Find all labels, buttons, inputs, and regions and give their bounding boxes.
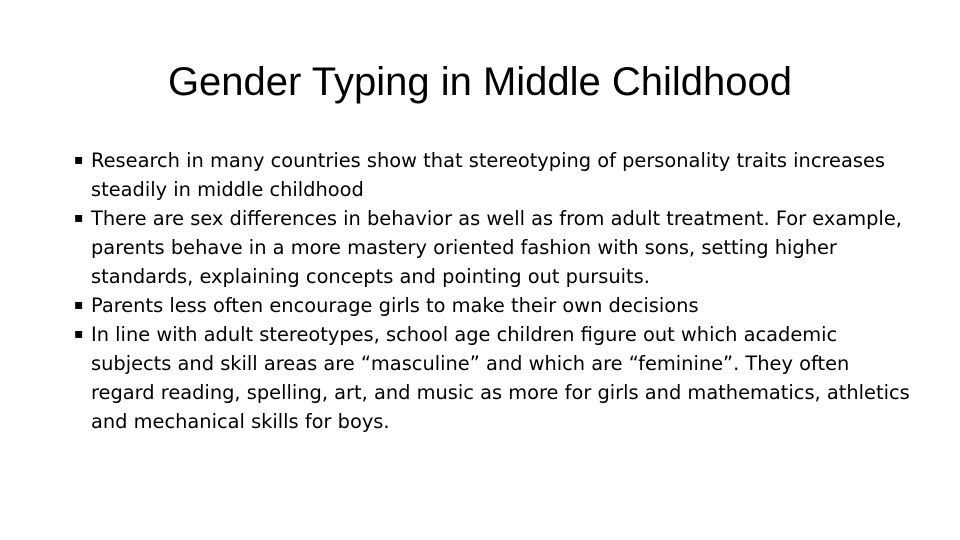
bullet-item <box>74 204 914 291</box>
bullet-item <box>74 291 914 320</box>
bullet-text: There are sex differences in behavior as well as from adult treatment. For example, parents behave in a more mastery oriented fashion with sons, setting higher standards, explaining concepts and pointing out pursuits. <box>91 207 902 288</box>
bullet-item <box>74 320 914 436</box>
square-bullet-icon: ▪ <box>74 210 84 226</box>
square-bullet-icon: ▪ <box>74 152 84 168</box>
bullet-list <box>74 146 914 436</box>
bullet-text: In line with adult stereotypes, school age children figure out which academic subjects and skill areas are “masculine” and which are “feminine”. They often regard reading, spelling, art, and music as more for girls and mathematics, athletics and mechanical skills for boys. <box>91 323 910 433</box>
bullet-text: Research in many countries show that stereotyping of personality traits increases steadily in middle childhood <box>91 149 886 201</box>
square-bullet-icon: ▪ <box>74 326 84 342</box>
bullet-item <box>74 146 914 204</box>
bullet-text: Parents less often encourage girls to make their own decisions <box>91 294 699 317</box>
slide-title: Gender Typing in Middle Childhood <box>167 60 793 104</box>
square-bullet-icon: ▪ <box>74 297 84 313</box>
